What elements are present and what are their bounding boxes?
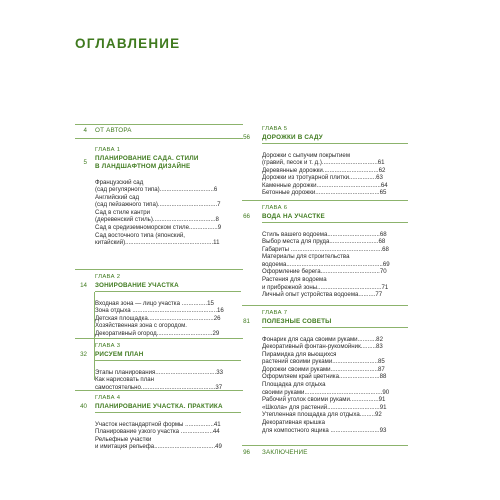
toc-entry[interactable]: Каменные дорожки......................................64 xyxy=(262,181,388,189)
chapter-entries xyxy=(262,336,408,435)
toc-entry[interactable]: для компостного ящика .............................93 xyxy=(262,426,387,434)
toc-entry[interactable]: растений своими руками...........................85 xyxy=(262,358,385,366)
page-number: 40 xyxy=(80,403,87,410)
divider xyxy=(242,445,408,446)
toc-entry[interactable]: (гравий, песок и т. д.).................................61 xyxy=(262,159,385,167)
toc-entry[interactable]: Растения для водоема xyxy=(262,276,327,284)
toc-entry[interactable]: (деревенский стиль).....................................8 xyxy=(95,216,219,224)
toc-entry[interactable]: Дорожки своими руками............................87 xyxy=(262,365,385,373)
toc-entry[interactable]: «Школа» для растений...............................91 xyxy=(262,403,387,411)
page-number: 66 xyxy=(243,213,250,220)
toc-entry[interactable]: Этапы планирования....................................33 xyxy=(95,368,224,376)
toc-entry[interactable]: Материалы для строительства xyxy=(262,253,350,261)
toc-entry[interactable]: самостоятельно............................................37 xyxy=(95,383,223,391)
column-top-rule xyxy=(75,124,243,125)
toc-entry[interactable]: Декоративный огород.................................29 xyxy=(95,329,220,337)
page-number: 56 xyxy=(243,134,250,141)
toc-entry[interactable]: Декоративный фонтан-рукомойник.........83 xyxy=(262,343,383,351)
chapter-label: ГЛАВА 6 xyxy=(262,205,288,211)
chapter-entries xyxy=(95,179,241,247)
toc-entry[interactable]: Рабочий уголок своими руками.................91 xyxy=(262,396,386,404)
toc-entry[interactable]: водоема.........................................................69 xyxy=(262,260,390,268)
chapter-6 xyxy=(262,205,408,299)
chapter-label: ГЛАВА 1 xyxy=(95,147,121,153)
toc-entry[interactable]: Участок нестандартной формы .................41 xyxy=(95,420,221,428)
toc-entry[interactable]: Детская площадка.......................................26 xyxy=(95,314,221,322)
toc-entry[interactable]: Сад в средиземноморском стиле.................9 xyxy=(95,224,222,232)
toc-entry[interactable]: Деревянные дорожки.................................62 xyxy=(262,166,386,174)
toc-entry[interactable]: Пирамидка для вьющихся xyxy=(262,350,337,358)
chapter-3 xyxy=(95,343,241,391)
chapter-label: ГЛАВА 4 xyxy=(95,395,121,401)
page-number: 14 xyxy=(80,282,87,289)
divider xyxy=(242,305,408,306)
chapter-2 xyxy=(95,274,241,337)
chapter-entries xyxy=(95,300,241,338)
toc-entry[interactable]: Оформление берега...................................70 xyxy=(262,268,387,276)
divider xyxy=(75,338,243,339)
chapter-4 xyxy=(95,395,241,451)
chapter-entries xyxy=(95,421,241,451)
chapter-title[interactable]: ВОДА НА УЧАСТКЕ xyxy=(262,213,408,223)
divider xyxy=(242,200,408,201)
page-number: 5 xyxy=(83,159,87,166)
chapter-title[interactable]: ПОЛЕЗНЫЕ СОВЕТЫ xyxy=(262,318,408,328)
toc-entry[interactable]: Английский сад xyxy=(95,193,140,201)
toc-entry[interactable]: Дорожки из тротуарной плитки................63 xyxy=(262,174,383,182)
chapter-label: ГЛАВА 5 xyxy=(262,126,288,132)
toc-entry[interactable]: Площадка для отдыха xyxy=(262,381,326,389)
toc-entry[interactable]: Фонарик для сада своими руками...........82 xyxy=(262,335,383,343)
chapter-5 xyxy=(262,126,408,197)
toc-entry-conclusion[interactable]: ЗАКЛЮЧЕНИЕ xyxy=(262,449,308,456)
toc-entry[interactable]: и имитация рельефа....................................49 xyxy=(95,443,222,451)
toc-entry[interactable]: китайский)....................................................11 xyxy=(95,239,220,247)
chapter-entries xyxy=(95,369,241,392)
divider xyxy=(75,269,243,270)
page-number: 4 xyxy=(83,127,87,134)
toc-entry[interactable]: Входная зона — лицо участка ...............15 xyxy=(95,299,214,307)
chapter-label: ГЛАВА 7 xyxy=(262,310,288,316)
toc-entry[interactable]: Выбор места для пруда.............................68 xyxy=(262,238,386,246)
toc-entry[interactable]: и прибрежной зоны......................................71 xyxy=(262,283,389,291)
toc-entry[interactable]: Зона отдыха ..................................................16 xyxy=(95,307,224,315)
toc-entry[interactable]: Как нарисовать план xyxy=(95,376,155,384)
page-number: 81 xyxy=(243,318,250,325)
divider xyxy=(75,138,243,139)
page-number: 96 xyxy=(243,449,250,456)
chapter-label: ГЛАВА 2 xyxy=(95,274,121,280)
chapter-title[interactable]: ПЛАНИРОВАНИЕ УЧАСТКА. ПРАКТИКА xyxy=(95,403,241,413)
toc-entry[interactable]: Утепленная площадка для отдыха.........92 xyxy=(262,411,382,419)
page-title: ОГЛАВЛЕНИЕ xyxy=(75,36,181,51)
toc-entry[interactable]: своими руками..............................................90 xyxy=(262,388,390,396)
divider xyxy=(75,390,243,391)
toc-entry[interactable]: Габариты ......................................................68 xyxy=(262,245,389,253)
toc-entry-author[interactable]: ОТ АВТОРА xyxy=(95,127,132,134)
toc-entry[interactable]: Французский сад xyxy=(95,178,144,186)
toc-entry[interactable]: Личный опыт устройства водоема..........77 xyxy=(262,291,383,299)
toc-entry[interactable]: Сад в стиле кантри xyxy=(95,208,151,216)
toc-entry[interactable]: Рельефные участки xyxy=(95,435,152,443)
toc-entry[interactable]: Декоративная крышка xyxy=(262,419,325,427)
toc-entry[interactable]: Сад восточного типа (японский, xyxy=(95,231,185,239)
toc-entry[interactable]: Оформляем край цветника........................88 xyxy=(262,373,387,381)
chapter-entries xyxy=(262,231,408,299)
chapter-7 xyxy=(262,310,408,434)
chapter-title[interactable]: РИСУЕМ ПЛАН xyxy=(95,351,241,361)
toc-entry[interactable]: Планирование узкого участка ...................44 xyxy=(95,428,220,436)
chapter-entries xyxy=(262,152,408,198)
page-number: 32 xyxy=(80,351,87,358)
chapter-title-line: В ЛАНДШАФТНОМ ДИЗАЙНЕ xyxy=(95,162,191,170)
chapter-title[interactable]: ДОРОЖКИ В САДУ xyxy=(262,134,408,144)
toc-entry[interactable]: Хозяйственная зона с огородом. xyxy=(95,322,187,330)
toc-entry[interactable]: Бетонные дорожки......................................65 xyxy=(262,189,387,197)
chapter-label: ГЛАВА 3 xyxy=(95,343,121,349)
chapter-title[interactable] xyxy=(95,155,241,171)
chapter-title[interactable]: ЗОНИРОВАНИЕ УЧАСТКА xyxy=(95,282,241,292)
chapter-title-line: ПЛАНИРОВАНИЕ САДА. СТИЛИ xyxy=(95,154,199,162)
toc-entry[interactable]: (сад регулярного типа)................................6 xyxy=(95,186,218,194)
toc-entry[interactable]: Дорожки с сыпучим покрытием xyxy=(262,151,351,159)
chapter-1 xyxy=(95,147,241,247)
toc-entry[interactable]: (сад пейзажного типа)...................................7 xyxy=(95,201,221,209)
toc-entry[interactable]: Стиль вашего водоема...............................68 xyxy=(262,230,387,238)
